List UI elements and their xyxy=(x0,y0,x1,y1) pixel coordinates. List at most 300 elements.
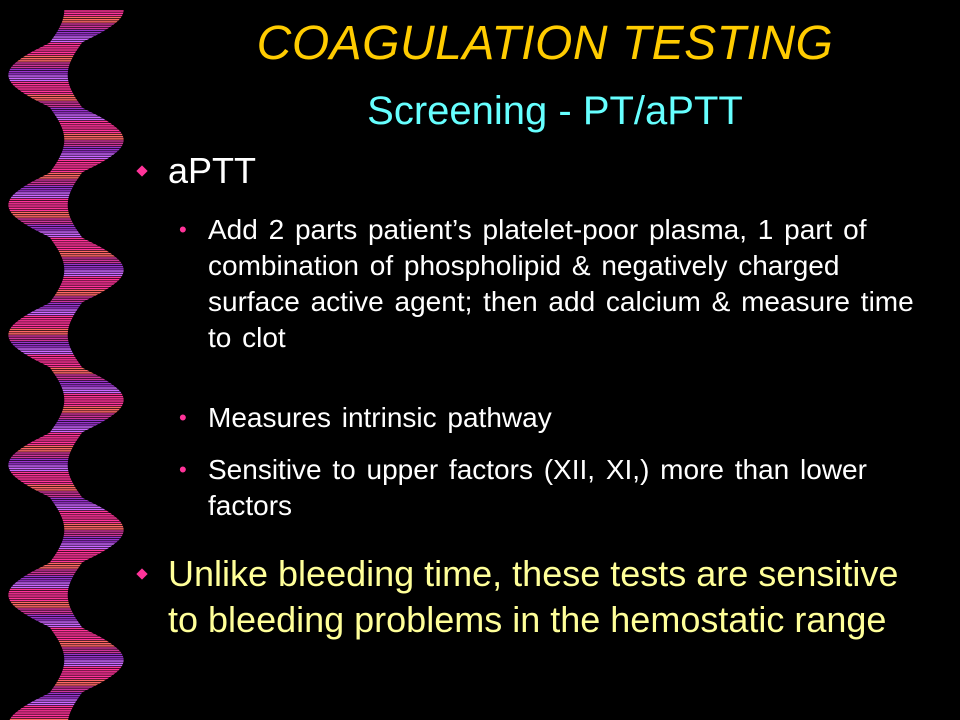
ribbon-stripe xyxy=(64,268,124,270)
ribbon-stripe xyxy=(16,348,72,350)
ribbon-stripe xyxy=(22,352,74,354)
ribbon-stripe xyxy=(41,103,81,105)
ribbon-stripe xyxy=(61,21,118,23)
ribbon-stripe xyxy=(64,10,124,12)
ribbon-stripe xyxy=(58,511,110,513)
ribbon-stripe xyxy=(62,279,120,281)
ribbon-stripe xyxy=(37,231,80,233)
ribbon-stripe xyxy=(8,207,68,209)
ribbon-stripe xyxy=(22,612,74,614)
ribbon-stripe xyxy=(8,335,68,337)
ribbon-stripe xyxy=(9,329,69,331)
ribbon-stripe xyxy=(60,543,116,545)
ribbon-stripe xyxy=(58,157,110,159)
ribbon-stripe xyxy=(19,610,73,612)
ribbon-stripe xyxy=(57,508,107,510)
ribbon-stripe xyxy=(14,86,71,88)
ribbon-stripe xyxy=(58,547,110,549)
ribbon-stripe xyxy=(57,638,107,640)
ribbon-stripe xyxy=(9,469,69,471)
ribbon-stripe xyxy=(33,49,78,51)
ribbon-stripe xyxy=(8,71,68,73)
ribbon-stripe xyxy=(25,95,75,97)
ribbon-stripe xyxy=(57,248,107,250)
ribbon-stripe xyxy=(29,357,77,359)
ribbon-stripe xyxy=(29,441,77,443)
ribbon-stripe xyxy=(60,413,116,415)
ribbon-stripe xyxy=(62,129,120,131)
ribbon-stripe xyxy=(57,378,107,380)
ribbon-stripe xyxy=(10,602,69,604)
ribbon-stripe xyxy=(8,337,68,339)
ribbon-stripe xyxy=(8,463,68,465)
ribbon-stripe xyxy=(53,502,96,504)
ribbon-stripe xyxy=(64,138,124,140)
ribbon-stripe xyxy=(53,36,96,38)
ribbon-stripe xyxy=(41,175,81,177)
ribbon-stripe xyxy=(61,671,118,673)
ribbon-stripe xyxy=(63,391,122,393)
ribbon-stripe xyxy=(19,708,73,710)
ribbon-stripe xyxy=(51,630,91,632)
ribbon-stripe xyxy=(29,701,77,703)
ribbon-stripe xyxy=(57,118,107,120)
bullet-text: aPTT xyxy=(168,150,257,191)
ribbon-stripe xyxy=(59,123,113,125)
ribbon-stripe xyxy=(54,504,99,506)
ribbon-stripe xyxy=(45,693,82,695)
ribbon-stripe xyxy=(55,376,103,378)
ribbon-stripe xyxy=(60,283,116,285)
ribbon-stripe xyxy=(64,656,124,658)
ribbon-stripe xyxy=(19,58,73,60)
ribbon-stripe xyxy=(12,344,70,346)
ribbon-stripe xyxy=(45,495,82,497)
diamond-bullet-icon xyxy=(136,568,147,579)
ribbon-stripe xyxy=(14,582,71,584)
ribbon-stripe xyxy=(9,209,69,211)
ribbon-stripe xyxy=(55,422,103,424)
ribbon-stripe xyxy=(64,398,124,400)
ribbon-stripe xyxy=(53,686,96,688)
ribbon-stripe xyxy=(64,142,124,144)
ribbon-stripe xyxy=(14,476,71,478)
diamond-bullet-icon xyxy=(136,165,147,176)
ribbon-stripe xyxy=(41,435,81,437)
ribbon-stripe xyxy=(60,515,116,517)
ribbon-stripe xyxy=(53,112,96,114)
ribbon-stripe xyxy=(9,459,69,461)
ribbon-stripe xyxy=(12,194,70,196)
ribbon-stripe xyxy=(58,121,110,123)
ribbon-stripe xyxy=(55,682,103,684)
ribbon-stripe xyxy=(55,116,103,118)
ribbon-stripe xyxy=(64,662,124,664)
ribbon-stripe xyxy=(64,402,124,404)
ribbon-stripe xyxy=(9,79,69,81)
ribbon-stripe xyxy=(58,417,110,419)
ribbon-stripe xyxy=(41,305,81,307)
ribbon-stripe xyxy=(8,467,68,469)
ribbon-stripe xyxy=(14,192,71,194)
ribbon-stripe xyxy=(53,242,96,244)
ribbon-stripe xyxy=(37,567,80,569)
ribbon-stripe xyxy=(64,272,124,274)
ribbon-stripe xyxy=(10,342,69,344)
ribbon-stripe xyxy=(45,173,82,175)
ribbon-stripe xyxy=(50,690,87,692)
ribbon-stripe xyxy=(9,339,69,341)
ribbon-stripe xyxy=(61,411,118,413)
ribbon-stripe xyxy=(12,454,70,456)
ribbon-stripe xyxy=(63,274,123,276)
ribbon-stripe xyxy=(58,251,110,253)
ribbon-stripe xyxy=(57,290,107,292)
ribbon-stripe xyxy=(25,53,75,55)
ribbon-stripe xyxy=(50,300,87,302)
ribbon-stripe xyxy=(37,491,80,493)
dot-bullet-icon: • xyxy=(179,217,187,242)
ribbon-stripe xyxy=(37,437,80,439)
ribbon-stripe xyxy=(55,162,103,164)
ribbon-stripe xyxy=(54,374,99,376)
ribbon-stripe xyxy=(61,151,118,153)
ribbon-stripe xyxy=(29,227,77,229)
ribbon-stripe xyxy=(12,714,70,716)
ribbon-stripe xyxy=(54,634,99,636)
ribbon-stripe xyxy=(59,415,113,417)
ribbon-stripe xyxy=(51,428,91,430)
ribbon-stripe xyxy=(64,658,124,660)
ribbon-stripe xyxy=(19,448,73,450)
bullet-text: Unlike bleeding time, these tests are sensitive to bleeding problems in the hemostatic range xyxy=(168,553,899,640)
ribbon-stripe xyxy=(37,697,80,699)
ribbon-stripe xyxy=(10,66,69,68)
ribbon-stripe xyxy=(59,383,113,385)
ribbon-stripe xyxy=(51,500,91,502)
ribbon-stripe xyxy=(58,677,110,679)
sub-bullet-text: Measures intrinsic pathway xyxy=(208,402,552,433)
ribbon-stripe xyxy=(12,604,70,606)
ribbon-stripe xyxy=(22,222,74,224)
ribbon-stripe xyxy=(63,264,123,266)
ribbon-stripe xyxy=(29,51,77,53)
ribbon-stripe xyxy=(58,381,110,383)
ribbon-stripe xyxy=(51,110,91,112)
ribbon-stripe xyxy=(22,92,74,94)
ribbon-stripe xyxy=(33,309,78,311)
ribbon-stripe xyxy=(50,498,87,500)
ribbon-stripe xyxy=(63,277,122,279)
ribbon-stripe xyxy=(16,218,72,220)
ribbon-stripe xyxy=(54,114,99,116)
ribbon-stripe xyxy=(59,25,113,27)
ribbon-stripe xyxy=(8,333,68,335)
ribbon-stripe xyxy=(25,355,75,357)
ribbon-stripe xyxy=(57,550,107,552)
ribbon-stripe xyxy=(59,285,113,287)
ribbon-stripe xyxy=(29,181,77,183)
ribbon-stripe xyxy=(63,667,122,669)
ribbon-stripe xyxy=(55,292,103,294)
ribbon-stripe xyxy=(54,244,99,246)
ribbon-stripe xyxy=(29,487,77,489)
ribbon-stripe xyxy=(41,45,81,47)
ribbon-stripe xyxy=(8,331,68,333)
ribbon-stripe xyxy=(22,576,74,578)
ribbon-stripe xyxy=(59,253,113,255)
ribbon-stripe xyxy=(50,108,87,110)
ribbon-stripe xyxy=(54,294,99,296)
ribbon-stripe xyxy=(50,628,87,630)
ribbon-stripe xyxy=(61,127,118,129)
ribbon-stripe xyxy=(8,201,68,203)
ribbon-stripe xyxy=(63,261,122,263)
ribbon-stripe xyxy=(61,541,118,543)
ribbon-stripe xyxy=(19,578,73,580)
ribbon-stripe xyxy=(59,643,113,645)
ribbon-stripe xyxy=(10,196,69,198)
ribbon-stripe xyxy=(53,296,96,298)
ribbon-stripe xyxy=(63,534,123,536)
ribbon-stripe xyxy=(33,179,78,181)
ribbon-stripe xyxy=(29,311,77,313)
ribbon-stripe xyxy=(64,12,124,14)
ribbon-stripe xyxy=(8,597,68,599)
ribbon-stripe xyxy=(25,703,75,705)
ribbon-stripe xyxy=(37,621,80,623)
ribbon-stripe xyxy=(19,220,73,222)
ribbon-stripe xyxy=(61,647,118,649)
ribbon-stripe xyxy=(62,19,120,21)
ribbon-stripe xyxy=(61,281,118,283)
ribbon-stripe xyxy=(25,183,75,185)
ribbon-stripe xyxy=(22,186,74,188)
ribbon-stripe xyxy=(16,88,72,90)
ribbon-stripe xyxy=(12,584,70,586)
ribbon-stripe xyxy=(63,131,122,133)
ribbon-stripe xyxy=(63,404,123,406)
ribbon-stripe xyxy=(59,513,113,515)
ribbon-stripe xyxy=(63,521,122,523)
ribbon-stripe xyxy=(58,27,110,29)
ribbon-stripe xyxy=(64,400,124,402)
ribbon-stripe xyxy=(14,606,71,608)
ribbon-stripe xyxy=(63,147,122,149)
ribbon-stripe xyxy=(8,595,68,597)
ribbon-stripe xyxy=(59,545,113,547)
ribbon-stripe xyxy=(63,17,122,19)
slide-title: COAGULATION TESTING xyxy=(256,17,834,70)
sub-bullet-procedure xyxy=(175,212,920,356)
ribbon-stripe xyxy=(16,190,72,192)
sub-bullet-text: Sensitive to upper factors (XII, XI,) more than lower factors xyxy=(208,454,867,521)
ribbon-stripe xyxy=(62,409,120,411)
ribbon-stripe xyxy=(45,235,82,237)
ribbon-stripe xyxy=(22,446,74,448)
ribbon-stripe xyxy=(19,480,73,482)
ribbon-stripe xyxy=(41,565,81,567)
ribbon-stripe xyxy=(60,23,116,25)
ribbon-stripe xyxy=(16,710,72,712)
ribbon-stripe xyxy=(60,673,116,675)
ribbon-stripe xyxy=(59,155,113,157)
ribbon-stripe xyxy=(57,420,107,422)
ribbon-stripe xyxy=(45,433,82,435)
ribbon-stripe xyxy=(8,203,68,205)
ribbon-stripe xyxy=(62,389,120,391)
ribbon-stripe xyxy=(12,214,70,216)
ribbon-stripe xyxy=(51,370,91,372)
ribbon-stripe xyxy=(14,712,71,714)
ribbon-stripe xyxy=(54,164,99,166)
ribbon-stripe xyxy=(63,664,123,666)
ribbon-stripe xyxy=(41,623,81,625)
ribbon-stripe xyxy=(33,619,78,621)
ribbon-stripe xyxy=(33,229,78,231)
ribbon-stripe xyxy=(54,34,99,36)
ribbon-stripe xyxy=(50,238,87,240)
ribbon-stripe xyxy=(63,654,123,656)
ribbon-stripe xyxy=(37,361,80,363)
ribbon-stripe xyxy=(53,372,96,374)
ribbon-stripe xyxy=(59,675,113,677)
ribbon-stripe xyxy=(25,615,75,617)
ribbon-stripe xyxy=(8,593,68,595)
ribbon-stripe xyxy=(60,255,116,257)
ribbon-stripe xyxy=(64,660,124,662)
ribbon-stripe xyxy=(19,350,73,352)
ribbon-stripe xyxy=(60,153,116,155)
ribbon-stripe xyxy=(45,563,82,565)
ribbon-stripe xyxy=(9,599,69,601)
ribbon-stripe xyxy=(10,212,69,214)
ribbon-stripe xyxy=(16,608,72,610)
ribbon-stripe xyxy=(62,649,120,651)
ribbon-stripe xyxy=(14,62,71,64)
ribbon-stripe xyxy=(12,64,70,66)
ribbon-stripe xyxy=(53,632,96,634)
ribbon-stripe xyxy=(8,75,68,77)
ribbon-stripe xyxy=(25,225,75,227)
ribbon-stripe xyxy=(57,160,107,162)
ribbon-stripe xyxy=(61,517,118,519)
ribbon-stripe xyxy=(51,240,91,242)
ribbon-stripe xyxy=(33,99,78,101)
ribbon-stripe xyxy=(19,188,73,190)
ribbon-stripe xyxy=(63,134,123,136)
ribbon-stripe xyxy=(9,69,69,71)
ribbon-stripe xyxy=(41,233,81,235)
ribbon-stripe xyxy=(64,270,124,272)
ribbon-stripe xyxy=(19,90,73,92)
ribbon-stripe xyxy=(41,493,81,495)
ribbon-stripe xyxy=(50,170,87,172)
ribbon-stripe xyxy=(51,168,91,170)
ribbon-stripe xyxy=(8,77,68,79)
sub-bullet-sensitivity xyxy=(175,452,920,524)
ribbon-stripe xyxy=(19,318,73,320)
ribbon-stripe xyxy=(50,40,87,42)
ribbon-stripe xyxy=(8,591,68,593)
ribbon-stripe xyxy=(9,199,69,201)
ribbon-stripe xyxy=(53,166,96,168)
ribbon-stripe xyxy=(63,14,123,16)
ribbon-stripe xyxy=(33,439,78,441)
ribbon-stripe xyxy=(33,359,78,361)
ribbon-stripe xyxy=(16,320,72,322)
ribbon-stripe xyxy=(55,552,103,554)
ribbon-stripe xyxy=(45,303,82,305)
ribbon-stripe xyxy=(29,617,77,619)
ribbon-stripe xyxy=(51,38,91,40)
ribbon-stripe xyxy=(37,177,80,179)
sub-bullet-text: Add 2 parts patient’s platelet-poor plasma, 1 part of combination of phospholipid & negatively charged surface active agent; then add calcium & measure time to clot xyxy=(208,214,914,353)
ribbon-stripe xyxy=(8,465,68,467)
ribbon-stripe xyxy=(64,528,124,530)
ribbon-stripe xyxy=(50,430,87,432)
ribbon-stripe xyxy=(41,695,81,697)
ribbon-stripe xyxy=(22,56,74,58)
ribbon-stripe xyxy=(16,450,72,452)
ribbon-stripe xyxy=(62,669,120,671)
ribbon-stripe xyxy=(62,259,120,261)
ribbon-stripe xyxy=(55,32,103,34)
ribbon-stripe xyxy=(57,680,107,682)
ribbon-stripe xyxy=(33,489,78,491)
ribbon-stripe xyxy=(64,396,124,398)
ribbon-stripe xyxy=(37,47,80,49)
ribbon-stripe xyxy=(9,589,69,591)
ribbon-stripe xyxy=(10,472,69,474)
ribbon-stripe xyxy=(8,73,68,75)
ribbon-stripe xyxy=(16,60,72,62)
ribbon-stripe xyxy=(12,474,70,476)
ribbon-stripe xyxy=(64,526,124,528)
ribbon-stripe xyxy=(64,266,124,268)
ribbon-stripe xyxy=(62,149,120,151)
sub-bullet-pathway xyxy=(175,400,920,436)
ribbon-stripe xyxy=(63,524,123,526)
ribbon-stripe xyxy=(12,324,70,326)
ribbon-stripe xyxy=(64,136,124,138)
ribbon-stripe xyxy=(55,636,103,638)
ribbon-stripe xyxy=(37,101,80,103)
bullet-unlike-bleeding-time xyxy=(130,551,920,643)
ribbon-stripe xyxy=(64,530,124,532)
ribbon-stripe xyxy=(10,456,69,458)
ribbon-stripe xyxy=(57,30,107,32)
ribbon-stripe xyxy=(63,394,123,396)
ribbon-stripe xyxy=(61,257,118,259)
ribbon-stripe xyxy=(41,363,81,365)
ribbon-stripe xyxy=(51,298,91,300)
ribbon-stripe xyxy=(29,571,77,573)
ribbon-stripe xyxy=(55,506,103,508)
ribbon-stripe xyxy=(51,688,91,690)
ribbon-stripe xyxy=(60,385,116,387)
ribbon-stripe xyxy=(54,684,99,686)
ribbon-stripe xyxy=(63,407,122,409)
ribbon-stripe xyxy=(45,105,82,107)
ribbon-stripe xyxy=(50,368,87,370)
bullet-aptt xyxy=(130,148,920,194)
ribbon-stripe xyxy=(16,478,72,480)
ribbon-stripe xyxy=(45,43,82,45)
ribbon-stripe xyxy=(61,387,118,389)
ribbon-stripe xyxy=(45,625,82,627)
ribbon-stripe xyxy=(25,485,75,487)
